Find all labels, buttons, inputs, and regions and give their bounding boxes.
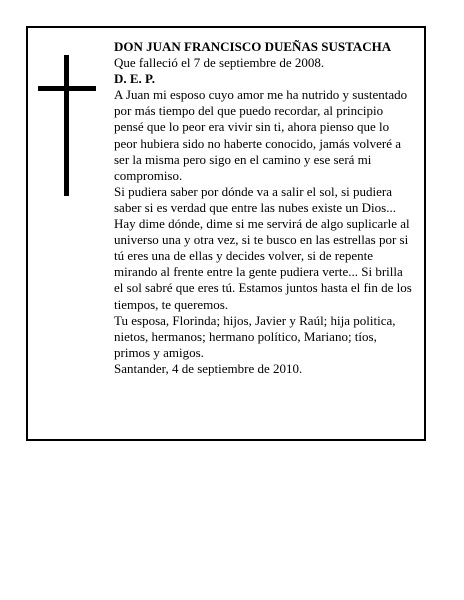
paragraph-dedication: A Juan mi esposo cuyo amor me ha nutrido y sustentado por más tiempo del que puedo recordar, al principio pensé que lo peor era vivir sin ti, ahora pienso que lo peor hubiera sido no haberte conocido, jamás volveré a ser la misma pero sigo en el camino y ese será mi compromiso. xyxy=(114,87,408,183)
paragraph-poem: Si pudiera saber por dónde va a salir el sol, si pudiera saber si es verdad que entre las nubes existe un Dios... Hay dime dónde, dime si me servirá de algo suplicarle al universo una y otra vez, si te busco en las estrellas por si tú eres una de ellas y decides volver, si de repente mirando al frente entre la gente pudiera verte... Si brilla el sol sabré que eres tú. Estamos juntos hasta el fin de los tiempos, te queremos. xyxy=(114,183,412,312)
death-date-line: Que falleció el 7 de septiembre de 2008. xyxy=(114,55,325,71)
latin-cross-icon xyxy=(38,55,96,196)
cross-horizontal-bar xyxy=(38,86,96,91)
obituary-text xyxy=(114,39,414,377)
cross-vertical-bar xyxy=(64,55,69,196)
deceased-name: DON JUAN FRANCISCO DUEÑAS SUSTACHA xyxy=(114,39,392,54)
rest-in-peace: D. E. P. xyxy=(114,71,156,87)
place-date-line: Santander, 4 de septiembre de 2010. xyxy=(114,360,303,376)
paragraph-family: Tu esposa, Florinda; hijos, Javier y Raúl; hija politica, nietos, hermanos; hermano político, Mariano; tíos, primos y amigos. xyxy=(114,312,396,360)
